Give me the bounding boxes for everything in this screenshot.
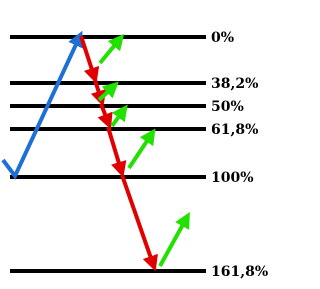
- bounce-arrow-50: [112, 111, 123, 126]
- level-label-161-8: 161,8%: [211, 264, 269, 280]
- level-label-0: 0%: [211, 30, 235, 46]
- down-arrow-to-38-2: [81, 36, 94, 76]
- bounce-arrow-61-8: [129, 135, 151, 168]
- level-label-50: 50%: [211, 99, 244, 115]
- level-label-38-2: 38,2%: [211, 76, 259, 92]
- bounce-arrow-100: [160, 219, 186, 266]
- level-label-100: 100%: [211, 170, 254, 186]
- down-arrow-to-100: [108, 127, 121, 170]
- down-arrow-to-161-8: [122, 175, 153, 264]
- level-labels: [211, 30, 268, 280]
- bounce-arrow-0: [100, 40, 119, 63]
- level-label-61-8: 61,8%: [211, 122, 259, 138]
